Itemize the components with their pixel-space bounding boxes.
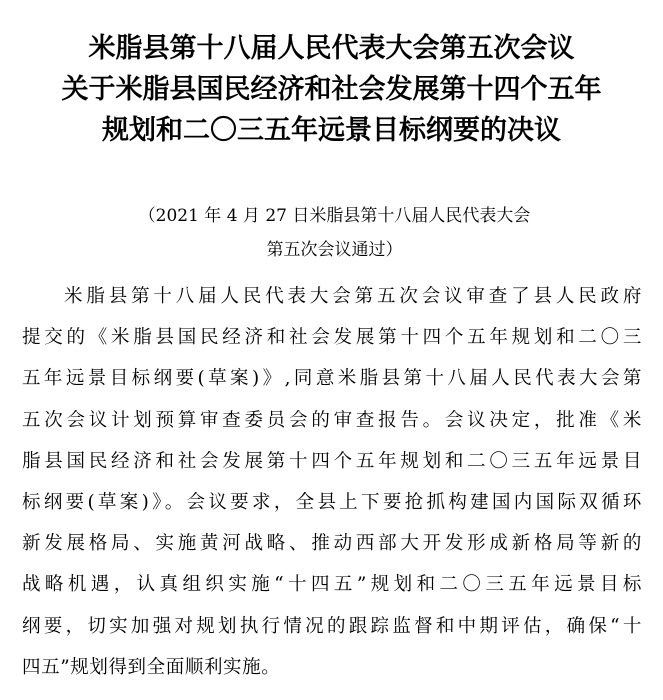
body-line-2: 提交的《米脂县国民经济和社会发展第十四个五年规划和二〇三: [22, 327, 642, 349]
document-title: [0, 0, 663, 151]
adoption-note: [0, 199, 663, 267]
body-line-9: 纲要，切实加强对规划执行情况的跟踪监督和中期评估，确保“十: [22, 615, 642, 637]
body-line-6: 标纲要(草案)》。会议要求，全县上下要抢抓构建国内国际双循环: [22, 492, 642, 514]
body-line-8: 战略机遇，认真组织实施“十四五”规划和二〇三五年远景目标: [22, 574, 642, 596]
body-line-3: 五年远景目标纲要(草案)》,同意米脂县第十八届人民代表大会第: [22, 368, 642, 390]
body-line-4: 五次会议计划预算审查委员会的审查报告。会议决定，批准《米: [22, 409, 642, 431]
body-line-1: 米脂县第十八届人民代表大会第五次会议审查了县人民政府: [64, 286, 642, 307]
resolution-body: [22, 276, 642, 688]
title-line-1: 米脂县第十八届人民代表大会第五次会议: [88, 33, 575, 64]
adoption-note-line-1: （2021 年 4 月 27 日米脂县第十八届人民代表大会: [138, 206, 531, 226]
adoption-note-line-2: 第五次会议通过）: [266, 240, 403, 260]
body-line-10: 四五”规划得到全面顺利实施。: [22, 656, 281, 678]
body-line-7: 新发展格局、实施黄河战略、推动西部大开发形成新格局等新的: [22, 533, 642, 555]
title-line-2: 关于米脂县国民经济和社会发展第十四个五年: [61, 74, 602, 105]
body-line-5: 脂县国民经济和社会发展第十四个五年规划和二〇三五年远景目: [22, 450, 642, 472]
title-line-3: 规划和二〇三五年远景目标纲要的决议: [102, 115, 561, 146]
